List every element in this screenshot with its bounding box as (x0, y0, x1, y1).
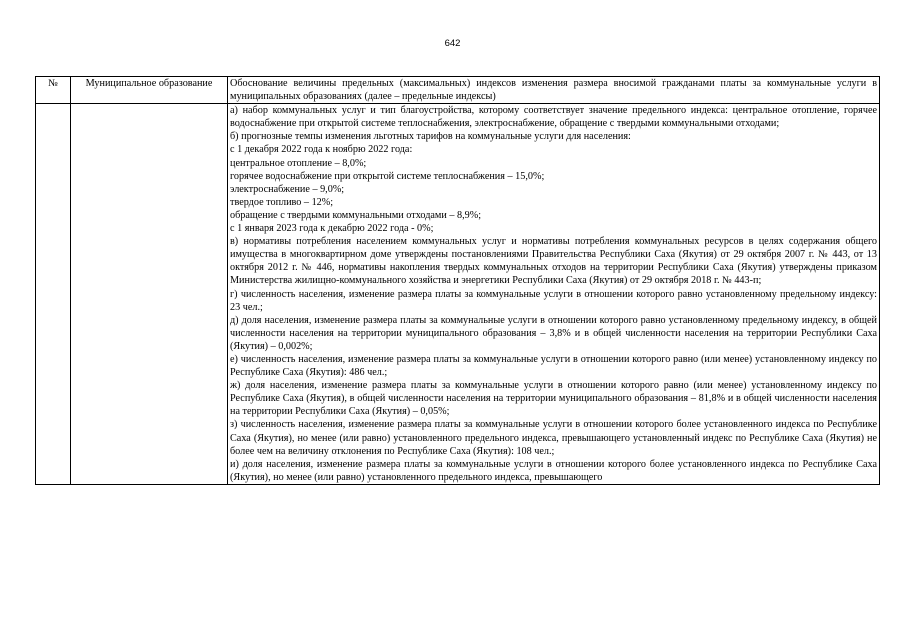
paragraph-g: г) численность населения, изменение размера платы за коммунальные услуги в отношении которого равно установленному предельному индексу: 23 чел.; (230, 288, 877, 313)
paragraph-e: е) численность населения, изменение размера платы за коммунальные услуги в отношении которого равно (или менее) установленному индексу по Республике Саха (Якутия): 486 чел.; (230, 353, 877, 379)
row-number-cell (36, 104, 71, 485)
paragraph-i: и) доля населения, изменение размера платы за коммунальные услуги в отношении которого более установленного индекса по Республике Саха (Якутия), но менее (или равно) установленного предельного индекса, превышающего (230, 458, 877, 483)
header-municipality: Муниципальное образование (71, 77, 228, 104)
page-number: 642 (444, 38, 461, 49)
table-header-row (36, 77, 880, 104)
header-number: № (36, 77, 71, 104)
paragraph-heating: центральное отопление – 8,0%; (230, 157, 367, 169)
justification-table (35, 76, 880, 485)
paragraph-hot-water: горячее водоснабжение при открытой системе теплоснабжения – 15,0%; (230, 170, 545, 182)
paragraph-period-2: с 1 января 2023 года к декабрю 2022 года - 0%; (230, 223, 434, 235)
paragraph-b: б) прогнозные темпы изменения льготных тарифов на коммунальные услуги для населения: (230, 131, 631, 143)
header-justification: Обоснование величины предельных (максимальных) индексов изменения размера вносимой гражданами платы за коммунальные услуги в муниципальных образованиях (далее – предельные индексы) (228, 77, 880, 104)
paragraph-a: а) набор коммунальных услуг и тип благоустройства, которому соответствует значение предельного индекса: центральное отопление, горячее водоснабжение при открытой системе теплоснабжения, электроснабжение, обращение с твердыми коммунальными отходами; (230, 105, 877, 130)
row-municipality-cell (71, 104, 228, 485)
paragraph-period-1: с 1 декабря 2022 года к ноябрю 2022 года: (230, 144, 413, 156)
paragraph-z: з) численность населения, изменение размера платы за коммунальные услуги в отношении которого более установленного индекса по Республике Саха (Якутия), но менее (или равно) установленного предельного индекса, превышающего установленный индекс по Республике Саха (Якутия) не более чем на величину отклонения по Республике Саха (Якутия): 108 чел.; (230, 419, 877, 457)
paragraph-d: д) доля населения, изменение размера платы за коммунальные услуги в отношении которого равно установленному предельному индексу, в общей численности населения на территории муниципального образования – 3,8% и в общей численности населения на территории Республики Саха (Якутия) – 0,002%; (230, 314, 877, 352)
paragraph-electricity: электроснабжение – 9,0%; (230, 183, 345, 195)
row-justification-cell (228, 104, 880, 485)
paragraph-zh: ж) доля населения, изменение размера платы за коммунальные услуги в отношении которого равно (или менее) установленному индексу по Республике Саха (Якутия), в общей численности населения на территории муниципального образования – 81,8% и в общей численности населения на территории Республики Саха (Якутия) – 0,05%; (230, 380, 877, 418)
table-row (36, 104, 880, 485)
paragraph-solid-fuel: твердое топливо – 12%; (230, 196, 334, 208)
paragraph-v: в) нормативы потребления населением коммунальных услуг и нормативы потребления коммунальных ресурсов в целях содержания общего имущества в многоквартирном доме утверждены постановлениями Правительства Республики Саха (Якутия) от 29 октября 2007 г. № 443, от 13 октября 2012 г. № 446, нормативы накопления твердых коммунальных отходов на территории Республики Саха (Якутия) утверждены приказом Министерства жилищно-коммунального хозяйства и энергетики Республики Саха (Якутия) от 29 октября 2018 г. № 443-п; (230, 236, 877, 287)
paragraph-waste: обращение с твердыми коммунальными отходами – 8,9%; (230, 209, 482, 221)
